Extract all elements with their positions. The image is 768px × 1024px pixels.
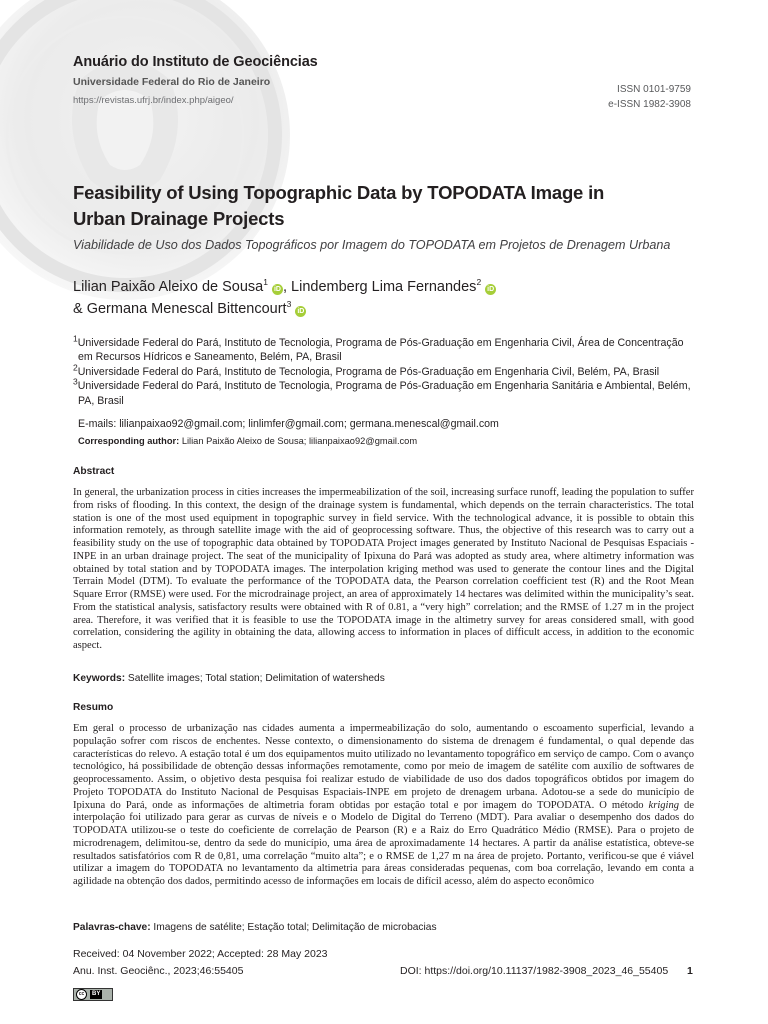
- article-title: Feasibility of Using Topographic Data by TOPODATA Image in Urban Drainage Projects: [73, 182, 605, 229]
- affiliation-list: [73, 333, 693, 408]
- received-accepted-dates: Received: 04 November 2022; Accepted: 28 May 2023: [73, 948, 328, 960]
- resumo-text-part: de interpolação foi utilizado para gerar as curvas de níveis e o Modelo de Digital do Terreno (MDT). Para avaliar o desempenho dos dados do TOPODATA utilizou-se o teste do coeficiente de correlação de Pearson (R) e a Raiz do Erro Quadrático Médio (RMSE). Para o projeto de microdrenagem, delimitou-se, dentro da sede do município, uma área de aproximadamente 14 hectares. A partir da análise estatística, obteve-se resultados satisfatórios com R de 0,81, uma correlação “muito alta”; e o RMSE de 1,27 m na área de projeto. Portanto, verificou-se que é viável utilizar a imagem do TOPODATA no levantamento da altimetria para áreas consideradas pequenas, com boa correlação, levando em conta a agilidade na obtenção dos dados, permitindo acesso de informações em locais de difícil acesso, além do aspecto econômico: [73, 799, 694, 887]
- university-name: Universidade Federal do Rio de Janeiro: [73, 76, 271, 88]
- issn: ISSN 0101-9759: [617, 84, 691, 95]
- journal-name: Anuário do Instituto de Geociências: [73, 54, 318, 70]
- affiliation-item: [73, 362, 693, 379]
- doi-link[interactable]: DOI: https://doi.org/10.11137/1982-3908_2023_46_55405: [400, 965, 669, 977]
- author-name: & Germana Menescal Bittencourt: [73, 301, 287, 317]
- affiliation-number: 1: [73, 333, 78, 344]
- cc-circle-icon: cc: [76, 989, 87, 1000]
- affiliation-item: [73, 333, 693, 365]
- keywords-label: Keywords:: [73, 673, 126, 684]
- article-title-portuguese: Viabilidade de Uso dos Dados Topográficos por Imagem do TOPODATA em Projetos de Drenagem Urbana: [73, 238, 671, 252]
- author-separator: ,: [282, 279, 292, 295]
- affiliation-text: Universidade Federal do Pará, Instituto de Tecnologia, Programa de Pós-Graduação em Engenharia Civil, Belém, PA, Brasil: [77, 365, 660, 378]
- author-list: [73, 276, 496, 320]
- corresponding-author-label: Corresponding author:: [78, 436, 180, 446]
- author-affiliation-number: 2: [476, 277, 482, 288]
- journal-citation: Anu. Inst. Geociênc., 2023;46:55405: [73, 965, 244, 977]
- journal-url[interactable]: https://revistas.ufrj.br/index.php/aigeo/: [73, 95, 234, 106]
- issn-block: [608, 82, 691, 112]
- author-name: Lilian Paixão Aleixo de Sousa: [73, 279, 264, 295]
- affiliation-number: 2: [73, 362, 78, 373]
- resumo-text: [73, 723, 694, 889]
- affiliation-number: 3: [73, 376, 78, 387]
- palavras-chave: [73, 922, 437, 933]
- resumo-heading: Resumo: [73, 702, 114, 713]
- orcid-icon[interactable]: iD: [273, 286, 281, 293]
- corresponding-author-text: Lilian Paixão Aleixo de Sousa; lilianpaixao92@gmail.com: [179, 436, 418, 446]
- cc-by-label: BY: [92, 991, 101, 997]
- author-affiliation-number: 3: [286, 299, 292, 310]
- resumo-text-part: Em geral o processo de urbanização nas cidades aumenta a impermeabilização do solo, aumentando o escoamento superficial, levando a população sofrer com riscos de enchentes. Nesse contexto, o dimensionamento do sistema de drenagem é fundamental, o qual depende das características do relevo. A estação total é um dos equipamentos muito utilizado no levantamento topográfico em serviço de campo. Com o avanço tecnológico, há possibilidade de obtenção dessas informações remotamente, como por meio de imagem de satélite com auxílio de softwares de geoprocessamento. Assim, o objetivo desta pesquisa foi realizar estudo de viabilidade de uso dos dados topográficos obtidos por imagem do Projeto TOPODATA do Instituto Nacional de Pesquisas Espaciais-INPE em projeto de drenagem urbana. Adotou-se a sede do município de Ipixuna do Pará, onde as informações de altimetria foram obtidas por estação total e por imagem do TOPODATA. O método: [73, 723, 694, 811]
- affiliation-text: Universidade Federal do Pará, Instituto de Tecnologia, Programa de Pós-Graduação em Engenharia Civil, Área de Concentração em Recursos Hídricos e Saneamento, Belém, PA, Brasil: [77, 337, 684, 364]
- eissn: e-ISSN 1982-3908: [608, 99, 691, 110]
- author-affiliation-number: 1: [263, 277, 268, 288]
- keywords-text: Satellite images; Total station; Delimitation of watersheds: [125, 673, 385, 684]
- journal-seal-watermark: [0, 0, 290, 300]
- orcid-icon[interactable]: iD: [487, 286, 495, 293]
- abstract-heading: Abstract: [73, 466, 115, 477]
- cc-by-icon[interactable]: [73, 988, 113, 1001]
- page-number: 1: [687, 965, 693, 977]
- orcid-icon[interactable]: iD: [297, 308, 305, 315]
- author-emails: E-mails: lilianpaixao92@gmail.com; linlimfer@gmail.com; germana.menescal@gmail.com: [78, 418, 499, 430]
- author-name: Lindemberg Lima Fernandes: [291, 279, 477, 295]
- corresponding-author: [78, 436, 417, 446]
- affiliation-text: Universidade Federal do Pará, Instituto de Tecnologia, Programa de Pós-Graduação em Engenharia Sanitária e Ambiental, Belém, PA, Brasil: [77, 380, 691, 407]
- palavras-chave-label: Palavras-chave:: [73, 922, 151, 933]
- palavras-chave-text: Imagens de satélite; Estação total; Delimitação de microbacias: [150, 922, 437, 933]
- affiliation-item: [73, 376, 693, 408]
- resumo-italic-term: kriging: [648, 799, 680, 811]
- abstract-text: In general, the urbanization process in cities increases the impermeabilization of the soil, increasing surface runoff, leading the population to suffer from risks of flooding. In this context, the design of the drainage system is fundamental, which depends on the terrain characteristics. The total station is one of the most used equipment in topographic survey in field service. With the technological advance, it is possible to obtain this information remotely, as through satellite image with the aid of geoprocessing software. Thus, the objective of this research was to carry out a feasibility study on the use of topographic data obtained by TOPODATA Project images generated by Instituto Nacional de Pesquisas Espaciais - INPE in an urban drainage project. The seat of the municipality of Ipixuna do Pará was adopted as study area, where altimetry information was obtained by total station and by TOPODATA images. The interpolation kriging method was used to generate the contour lines and the Digital Terrain Model (DTM). To evaluate the performance of the TOPODATA data, the Pearson correlation coefficient test (R) and the Root Mean Square Error (RMSE) were used. For the microdrainage project, an area of approximately 14 hectares was delimited within the municipality’s seat. From the statistical analysis, satisfactory results were obtained with R of 0.81, a “very high” correlation; and the RMSE of 1.27 m in the project area. Therefore, it was verified that it is feasible to use the TOPODATA image in the altimetry survey for areas considered small, with good correlation, considering the agility in obtaining the data, allowing access to information in places of difficult access, in addition to the economic aspect.: [73, 487, 694, 651]
- keywords: [73, 673, 385, 684]
